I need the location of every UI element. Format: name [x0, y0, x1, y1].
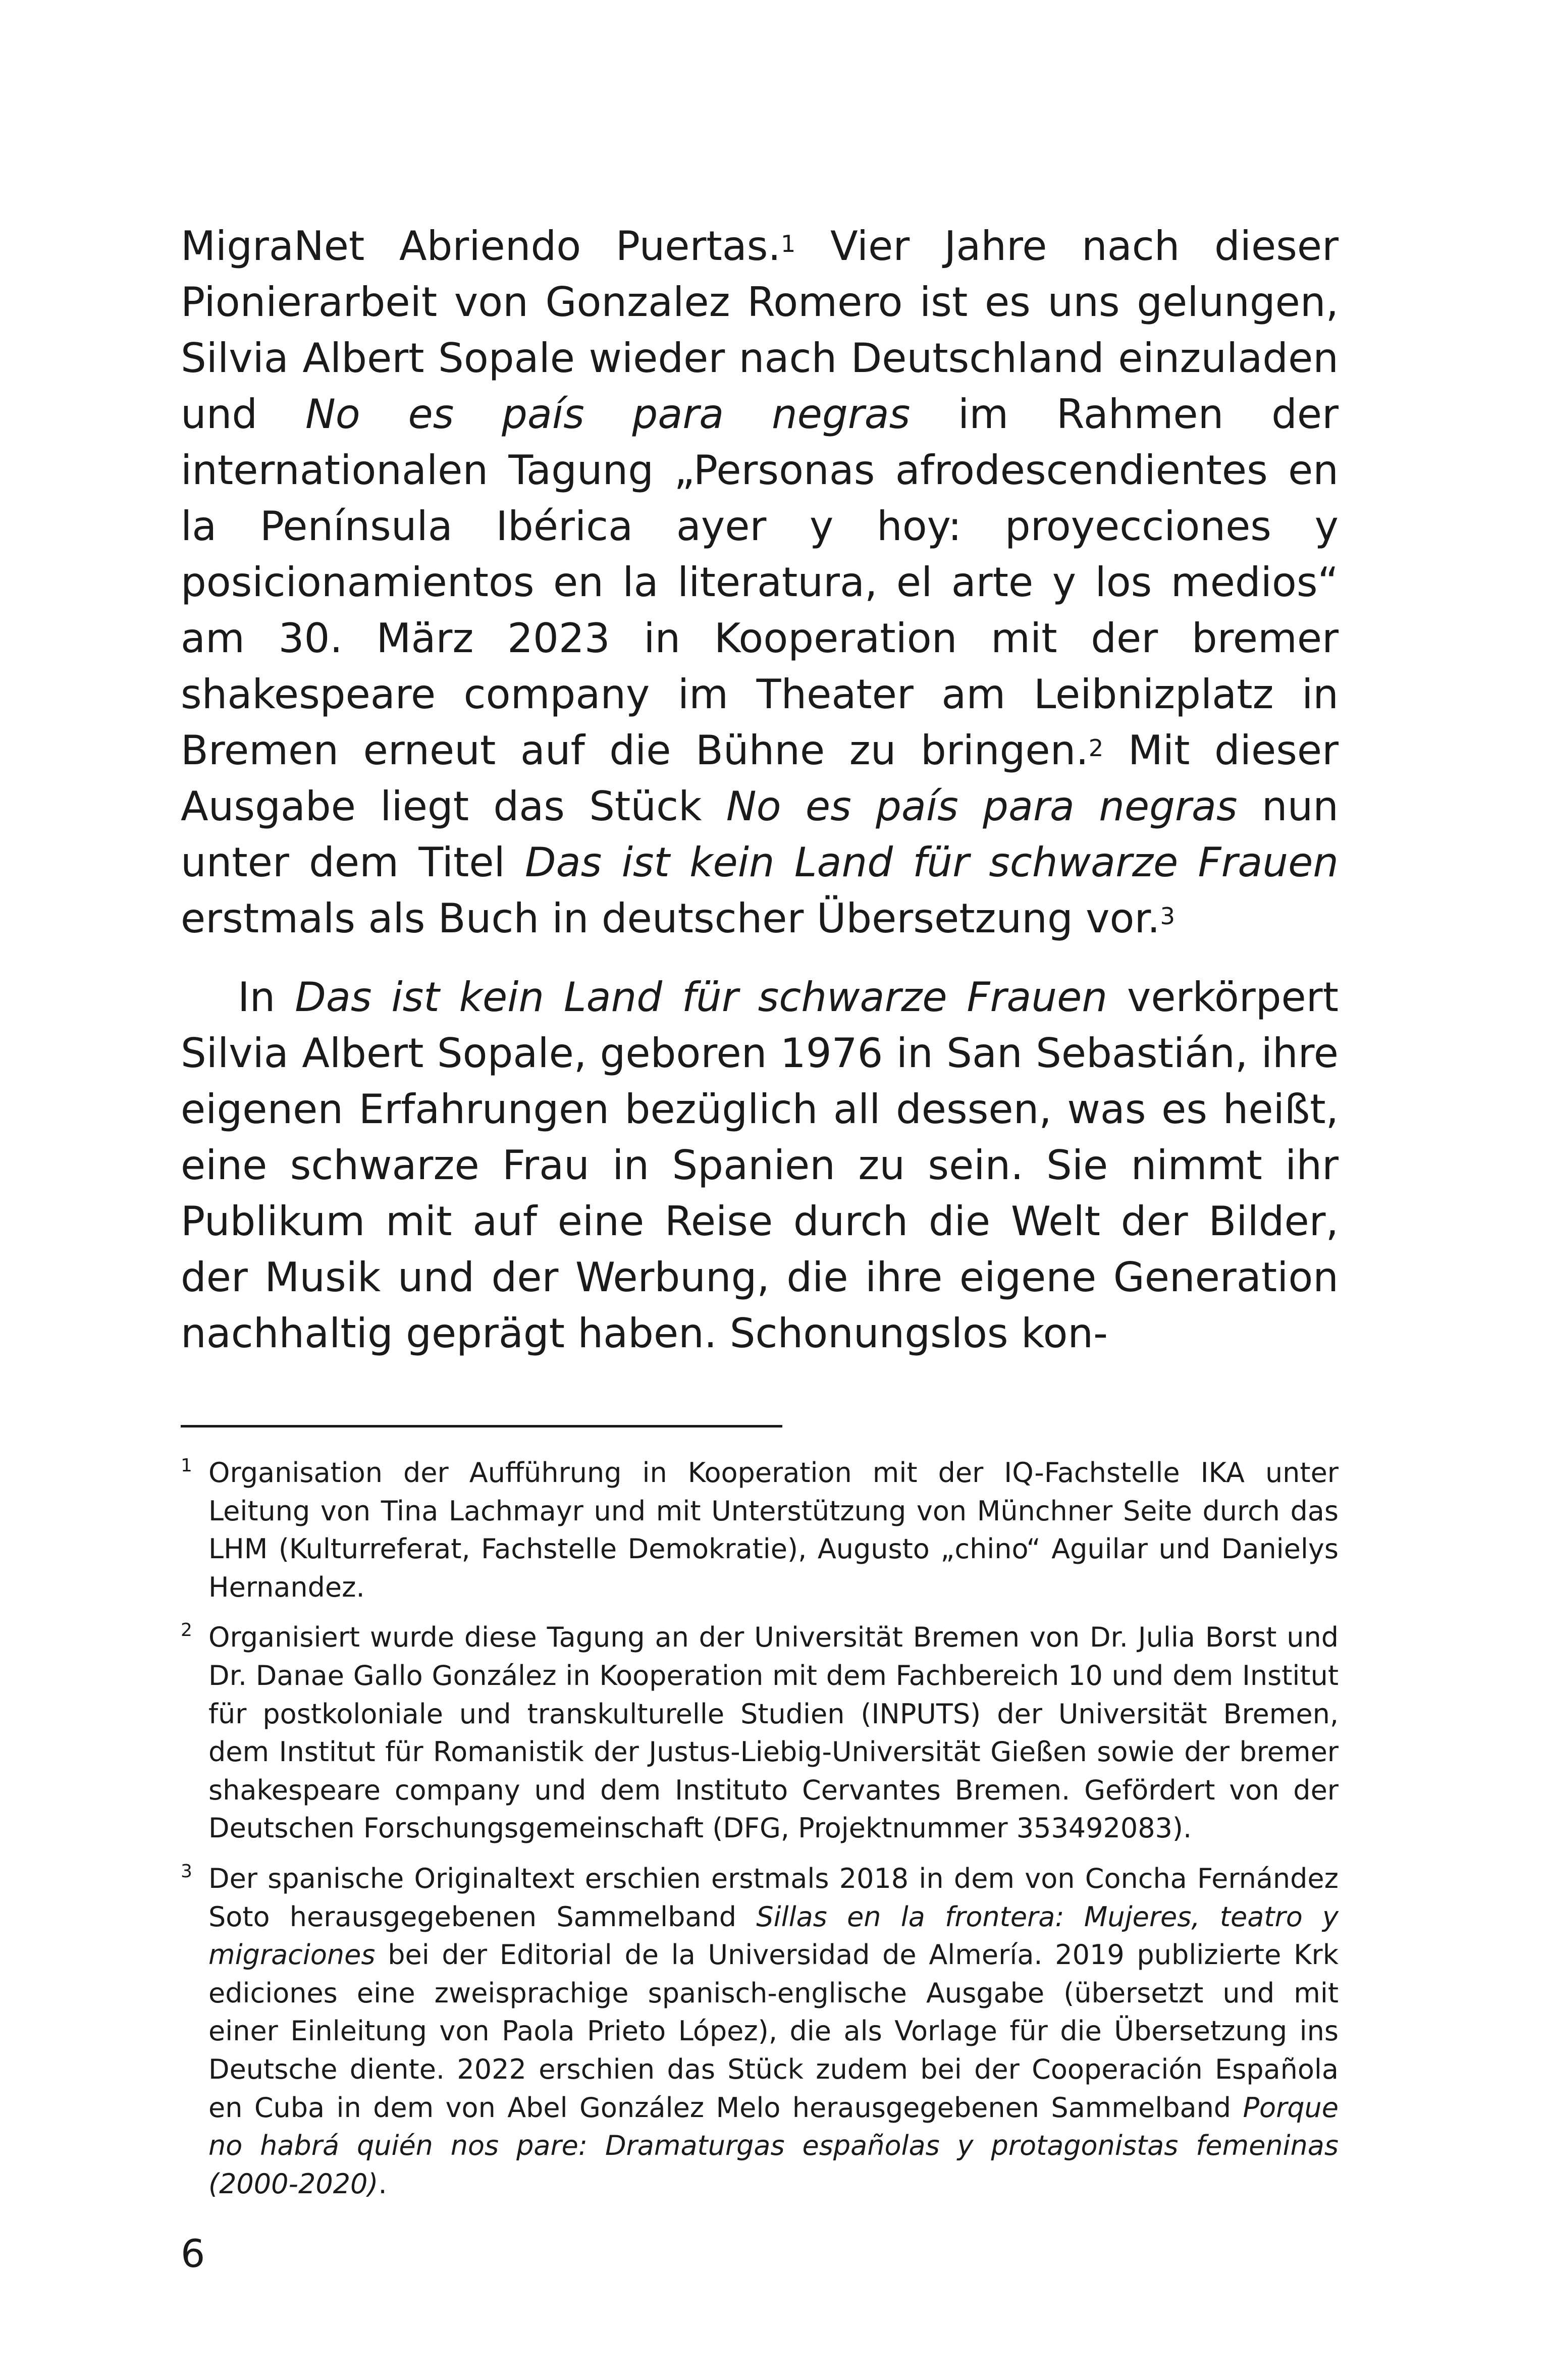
- text-run: In: [238, 974, 295, 1021]
- text-run: Mit dieser Ausgabe liegt das Stück: [181, 727, 1339, 830]
- italic-title: Das ist kein Land für schwarze Frauen: [295, 974, 1108, 1021]
- footnote-text: .: [378, 2167, 387, 2200]
- footnote-mark: 1: [181, 1455, 192, 1476]
- paragraph-1: [181, 218, 1339, 946]
- footnote-separator: [181, 1425, 782, 1427]
- italic-title: No es país para negras: [305, 391, 911, 438]
- footnote-2: [181, 1618, 1339, 1847]
- text-run: verkörpert Silvia Albert Sopale, geboren 1976 in San Sebastián, ihre eigenen Erfahrungen bezüglich all dessen, was es heißt, eine schwarze Frau in Spanien zu sein. Sie nimmt ihr Publikum mit auf eine Reise durch die Welt der Bilder, der Musik und der Werbung, die ihre eigene Generation nachhaltig geprägt haben. Schonungslos kon-: [181, 974, 1339, 1357]
- footnote-mark: 3: [181, 1861, 192, 1882]
- text-run: im Rahmen der internationalen Tagung „Personas afrodescendientes en la Península Ibérica ayer y hoy: proyecciones y posicionamientos en la literatura, el arte y los medios“ am 30. März 2023 in Kooperation mit der bremer shakespeare company im Theater am Leibnizplatz in Bremen erneut auf die Bühne zu bringen.: [181, 391, 1339, 774]
- italic-title: Sillas en la frontera: Mujeres, teatro y migraciones: [208, 1900, 1339, 1971]
- italic-title: No es país para negras: [726, 783, 1238, 830]
- italic-title: Das ist kein Land für schwarze Frauen: [525, 839, 1339, 886]
- text-run: MigraNet Abriendo Puertas.: [181, 223, 781, 270]
- main-text: [181, 218, 1339, 1361]
- footnotes: [181, 1454, 1339, 2215]
- footnote-ref-1[interactable]: 1: [780, 230, 796, 257]
- footnote-ref-2[interactable]: 2: [1088, 734, 1104, 762]
- footnote-1: [181, 1454, 1339, 1606]
- text-run: nun unter dem Titel: [181, 783, 1339, 886]
- page-number: 6: [181, 2231, 205, 2276]
- footnote-mark: 2: [181, 1620, 192, 1641]
- footnote-3: [181, 1860, 1339, 2203]
- paragraph-2: [181, 969, 1339, 1361]
- footnote-text: Organisation der Aufführung in Kooperation mit der IQ-Fachstelle IKA unter Leitung von Tina Lachmayr und mit Unterstützung von Münchner Seite durch das LHM (Kulturreferat, Fachstelle Demokratie), Augusto „chino“ Aguilar und Danielys Hernandez.: [208, 1457, 1339, 1603]
- footnote-ref-3[interactable]: 3: [1160, 902, 1175, 930]
- footnote-text: bei der Editorial de la Universidad de Almería. 2019 publizierte Krk ediciones eine zweisprachige spanisch-englische Ausgabe (übersetzt und mit einer Einleitung von Paola Prieto López), die als Vorlage für die Übersetzung ins Deutsche diente. 2022 erschien das Stück zudem bei der Cooperación Española en Cuba in dem von Abel González Melo herausgegebenen Sammelband: [208, 1939, 1339, 2124]
- footnote-text: Der spanische Originaltext erschien erstmals 2018 in dem von Concha Fernández Soto herausgegebenen Sammelband: [208, 1862, 1339, 1933]
- text-run: erstmals als Buch in deutscher Übersetzung vor.: [181, 895, 1160, 942]
- italic-title: Porque no habrá quién nos pare: Dramaturgas españolas y protagonistas femeninas (2000-2020): [208, 2091, 1339, 2200]
- text-run: Vier Jahre nach dieser Pionierarbeit von Gonzalez Romero ist es uns gelungen, Silvia Albert Sopale wieder nach Deutschland einzuladen und: [181, 223, 1339, 438]
- footnote-text: Organisiert wurde diese Tagung an der Universität Bremen von Dr. Julia Borst und Dr. Danae Gallo González in Kooperation mit dem Fachbereich 10 und dem Institut für postkoloniale und transkulturelle Studien (INPUTS) der Universität Bremen, dem Institut für Romanistik der Justus-Liebig-Universität Gießen sowie der bremer shakespeare company und dem Instituto Cervantes Bremen. Gefördert von der Deutschen Forschungsgemeinschaft (DFG, Projektnummer 353492083).: [208, 1621, 1339, 1844]
